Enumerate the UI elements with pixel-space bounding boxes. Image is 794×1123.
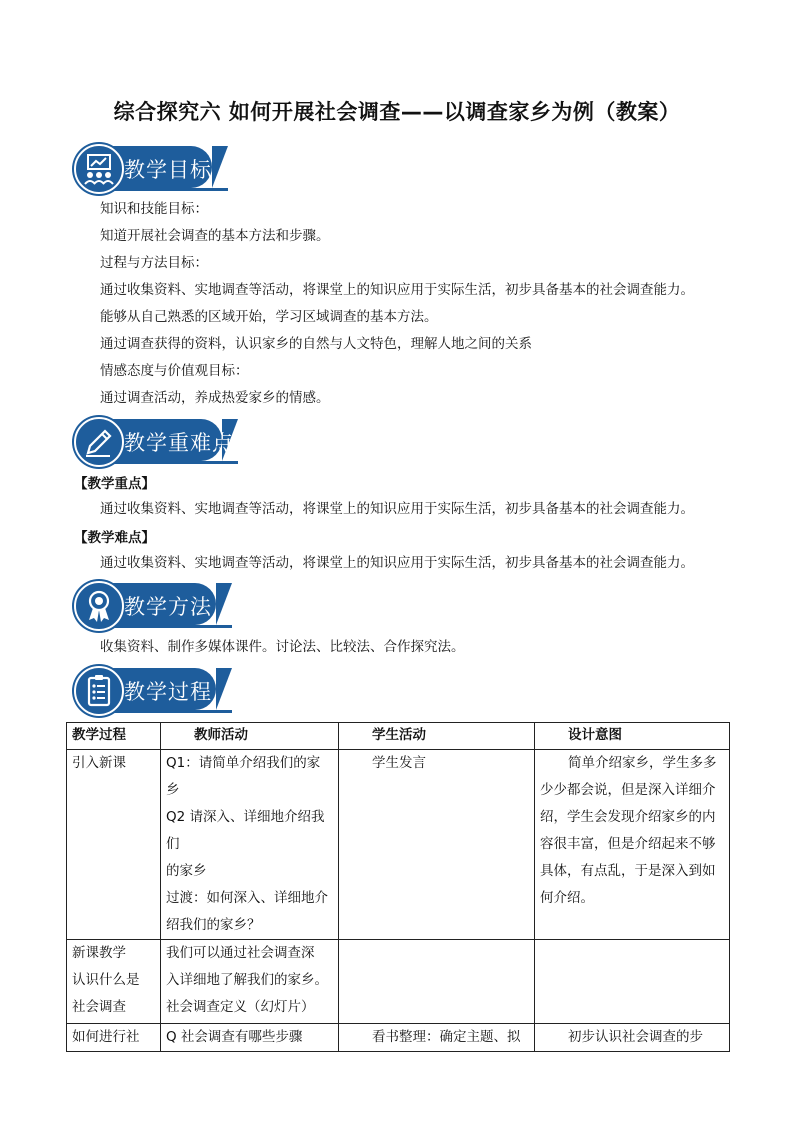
section-header-keypoints xyxy=(74,419,239,463)
cell-line: 如何进行社 xyxy=(72,1029,140,1045)
cell-line: 具体，有点乱，于是深入到如 xyxy=(540,863,716,879)
section-heading: 教学方法 xyxy=(124,595,212,619)
section-header-methods xyxy=(74,583,234,627)
section-header-process xyxy=(74,668,234,712)
intent-cell xyxy=(535,940,730,1024)
page-title: 综合探究六 如何开展社会调查——以调查家乡为例（教案） xyxy=(113,100,681,124)
student-cell xyxy=(339,1024,535,1052)
cell-line: Q2 请深入、详细地介绍我们 xyxy=(166,809,325,852)
cell-line: 我们可以通过社会调查深 xyxy=(166,945,315,961)
table-row xyxy=(67,940,730,1024)
goal-line: 通过调查获得的资料，认识家乡的自然与人文特色，理解人地之间的关系 xyxy=(100,336,532,352)
award-ribbon-icon xyxy=(74,581,124,631)
intent-cell xyxy=(535,750,730,940)
column-header: 教学过程 xyxy=(67,723,161,750)
cell-line: 简单介绍家乡，学生多多 xyxy=(568,755,717,771)
presentation-group-icon xyxy=(74,144,124,194)
student-cell xyxy=(339,940,535,1024)
teaching-process-table xyxy=(66,722,730,1052)
cell-line: 社会调查 xyxy=(72,999,126,1015)
cell-line: 的家乡 xyxy=(166,863,207,879)
cell-line: 看书整理：确定主题、拟 xyxy=(372,1029,521,1045)
goal-line: 知识和技能目标： xyxy=(100,201,208,217)
cell-line: 社会调查定义（幻灯片） xyxy=(166,999,315,1015)
column-header: 学生活动 xyxy=(339,723,535,750)
goal-line: 知道开展社会调查的基本方法和步骤。 xyxy=(100,228,330,244)
difficulty-text: 通过收集资料、实地调查等活动，将课堂上的知识应用于实际生活，初步具备基本的社会调查能力。 xyxy=(100,555,694,571)
column-header: 教师活动 xyxy=(161,723,339,750)
goal-line: 情感态度与价值观目标： xyxy=(100,363,249,379)
difficulty-label: 【教学难点】 xyxy=(74,530,155,546)
section-heading: 教学目标 xyxy=(124,158,212,182)
cell-line: 新课教学 xyxy=(72,945,126,961)
column-header: 设计意图 xyxy=(535,723,730,750)
teacher-cell xyxy=(161,750,339,940)
intent-cell xyxy=(535,1024,730,1052)
stage-cell xyxy=(67,940,161,1024)
goal-line: 通过收集资料、实地调查等活动，将课堂上的知识应用于实际生活，初步具备基本的社会调查能力。 xyxy=(100,282,694,298)
cell-line: Q 社会调查有哪些步骤 xyxy=(166,1029,303,1045)
methods-text: 收集资料、制作多媒体课件。讨论法、比较法、合作探究法。 xyxy=(100,639,465,655)
cell-line: 绍，学生会发现介绍家乡的内 xyxy=(540,809,716,825)
cell-line: 容很丰富，但是介绍起来不够 xyxy=(540,836,716,852)
stage-cell xyxy=(67,1024,161,1052)
goal-line: 通过调查活动，养成热爱家乡的情感。 xyxy=(100,390,330,406)
goal-line: 能够从自己熟悉的区域开始，学习区域调查的基本方法。 xyxy=(100,309,438,325)
cell-line: 何介绍。 xyxy=(540,890,594,906)
cell-line: 引入新课 xyxy=(72,755,126,771)
table-row xyxy=(67,750,730,940)
stage-cell xyxy=(67,750,161,940)
cell-line: 认识什么是 xyxy=(72,972,140,988)
table-row xyxy=(67,1024,730,1052)
section-heading: 教学过程 xyxy=(124,680,212,704)
cell-line: 学生发言 xyxy=(372,755,426,771)
cell-line: 绍我们的家乡？ xyxy=(166,917,261,933)
teacher-cell xyxy=(161,940,339,1024)
cell-line: Q1：请简单介绍我们的家乡 xyxy=(166,755,321,798)
cell-line: 初步认识社会调查的步 xyxy=(568,1029,703,1045)
student-cell xyxy=(339,750,535,940)
goal-line: 过程与方法目标： xyxy=(100,255,208,271)
cell-line: 入详细地了解我们的家乡。 xyxy=(166,972,328,988)
table-header-row xyxy=(67,723,730,750)
teacher-cell xyxy=(161,1024,339,1052)
clipboard-list-icon xyxy=(74,666,124,716)
focus-text: 通过收集资料、实地调查等活动，将课堂上的知识应用于实际生活，初步具备基本的社会调查能力。 xyxy=(100,501,694,517)
section-header-goals xyxy=(74,146,226,190)
pencil-edit-icon xyxy=(74,417,124,467)
focus-label: 【教学重点】 xyxy=(74,476,155,492)
section-heading: 教学重难点 xyxy=(124,431,234,455)
cell-line: 少少都会说，但是深入详细介 xyxy=(540,782,716,798)
cell-line: 过渡：如何深入、详细地介 xyxy=(166,890,328,906)
